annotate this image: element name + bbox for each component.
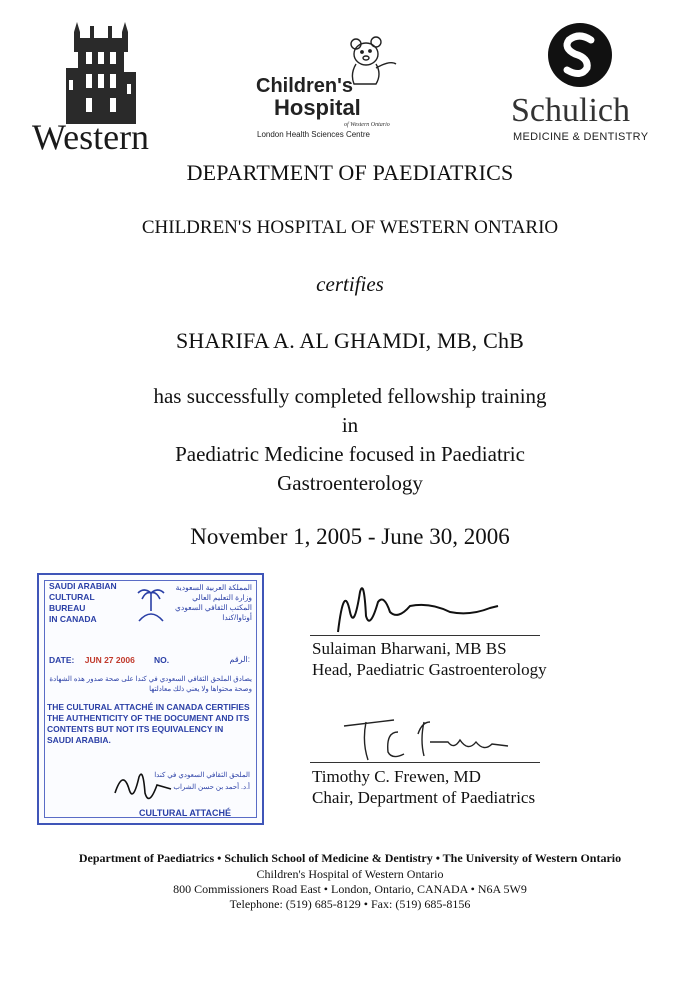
stamp-org-en-line: BUREAU (49, 603, 86, 613)
western-logo (28, 18, 178, 157)
recipient-name: SHARIFA A. AL GHAMDI, MB, ChB (175, 328, 525, 353)
footer-address-line: 800 Commissioners Road East • London, Ontario, CANADA • N6A 5W9 (173, 882, 527, 896)
completion-line: has successfully completed fellowship training (153, 384, 547, 408)
cultural-bureau-stamp (37, 573, 264, 825)
stamp-org-ar-line: أوتاوا/كندا (222, 613, 252, 622)
footer-hospital-line: Children's Hospital of Western Ontario (256, 867, 444, 881)
training-dates: November 1, 2005 - June 30, 2006 (190, 524, 510, 549)
signature-line-1 (310, 635, 540, 636)
stamp-arabic-text: يصادق الملحق الثقافي السعودي في كندا على صحة صدور هذه الشهادة وصحة محتواها ولا يعني ذلك معادلتها (49, 676, 252, 693)
program-line-1: Paediatric Medicine focused in Paediatric (175, 442, 525, 466)
western-tower-icon (28, 18, 178, 128)
in-line: in (341, 413, 359, 437)
signatory-1 (312, 638, 547, 680)
bharwani-signature (320, 572, 510, 634)
stamp-attache-name-ar: أ.د. أحمد بن حسن الشراب (173, 784, 250, 791)
signatory-2-title: Chair, Department of Paediatrics (312, 788, 536, 807)
stamp-org-en (49, 581, 117, 625)
stamp-org-ar-line: وزارة التعليم العالي (192, 593, 252, 602)
signatory-1-name: Sulaiman Bharwani, MB BS (312, 639, 507, 658)
stamp-org-ar (175, 583, 252, 623)
stamp-date-value: JUN 27 2006 (84, 655, 135, 665)
stamp-attache-ar: الملحق الثقافي السعودي في كندا (154, 772, 250, 779)
completion-statement (0, 382, 700, 498)
schulich-logo-name: Schulich (511, 92, 630, 129)
schulich-s-emblem-icon (543, 18, 617, 92)
signatory-1-title: Head, Paediatric Gastroenterology (312, 660, 547, 679)
stamp-org-ar-line: المملكة العربية السعودية (175, 583, 252, 592)
schulich-logo (505, 18, 675, 148)
childrens-hospital-logo (250, 30, 420, 150)
palm-swords-emblem-icon (134, 585, 168, 625)
childrens-hospital-name-line2: Hospital (274, 95, 361, 120)
frewen-signature (338, 712, 518, 764)
childrens-hospital-centre: London Health Sciences Centre (257, 130, 370, 139)
childrens-hospital-affiliation: of Western Ontario (344, 122, 390, 128)
signature-line-2 (310, 762, 540, 763)
footer-institution-line: Department of Paediatrics • Schulich School of Medicine & Dentistry • The University of Western Ontario (78, 851, 622, 865)
certifies-text: certifies (316, 272, 384, 296)
stamp-org-en-line: SAUDI ARABIAN (49, 581, 117, 591)
footer-phone-line: Telephone: (519) 685-8129 • Fax: (519) 685-8156 (229, 897, 471, 911)
stamp-date-label: DATE: (49, 655, 75, 665)
schulich-logo-subtitle: MEDICINE & DENTISTRY (513, 131, 649, 143)
attache-signature (109, 763, 179, 809)
signatory-2-name: Timothy C. Frewen, MD (312, 767, 481, 786)
stamp-org-ar-line: المكتب الثقافي السعودي (175, 603, 252, 612)
stamp-attache-title: CULTURAL ATTACHÉ (139, 808, 231, 818)
stamp-org-en-line: IN CANADA (49, 614, 97, 624)
childrens-hospital-name-line1: Children's (256, 75, 353, 97)
department-heading: DEPARTMENT OF PAEDIATRICS (186, 160, 514, 185)
stamp-org-en-line: CULTURAL (49, 592, 95, 602)
stamp-no-label: NO. (154, 655, 170, 665)
signatory-2 (312, 766, 535, 808)
stamp-date (49, 655, 135, 665)
hospital-heading: CHILDREN'S HOSPITAL OF WESTERN ONTARIO (141, 217, 559, 238)
program-line-2: Gastroenterology (277, 471, 423, 495)
stamp-ref-label: الرقم: (229, 655, 250, 664)
western-logo-text: Western (32, 117, 150, 157)
stamp-certification-text: THE CULTURAL ATTACHÉ IN CANADA CERTIFIES THE AUTHENTICITY OF THE DOCUMENT AND ITS CONTENTS BUT NOT ITS EQUIVALENCY IN SAUDI ARABIA. (47, 702, 250, 745)
